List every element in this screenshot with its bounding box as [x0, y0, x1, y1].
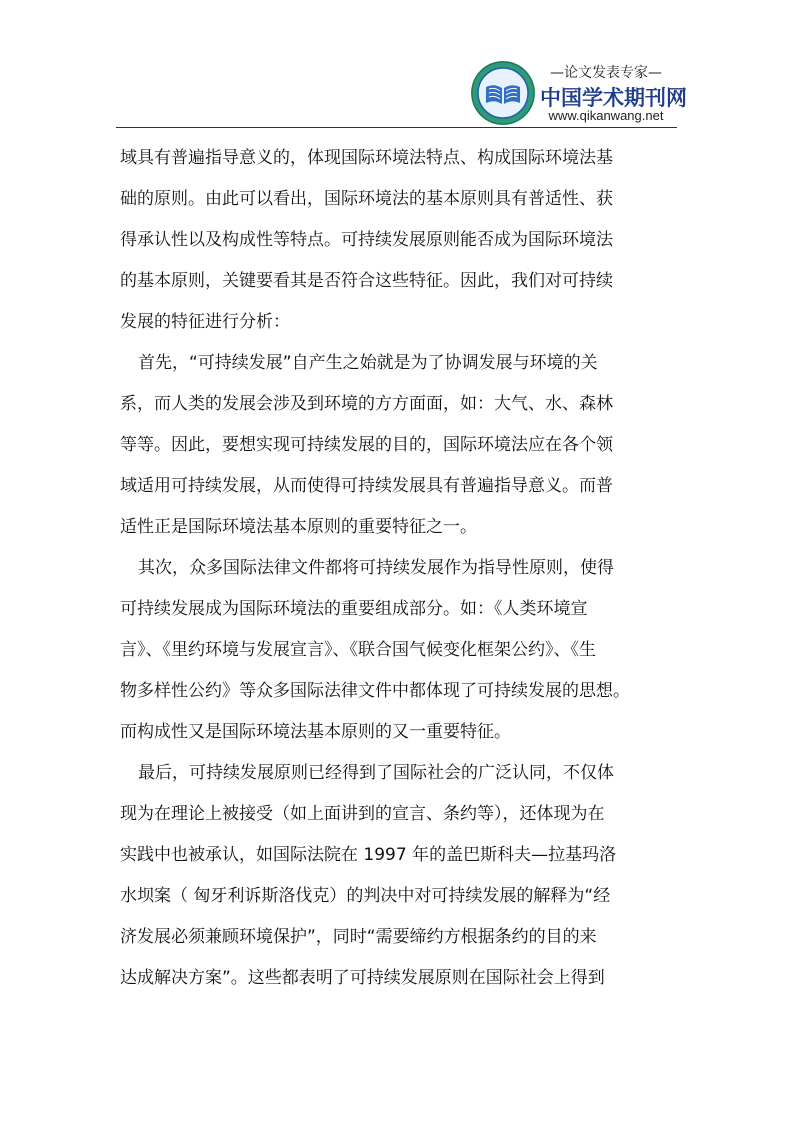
- journal-logo-icon: [470, 60, 536, 126]
- text-line: 实践中也被承认，如国际法院在 1997 年的盖巴斯科夫—拉基玛洛: [120, 845, 617, 865]
- text-line: 发展的特征进行分析：: [120, 312, 290, 332]
- text-line: 首先，“可持续发展”自产生之始就是为了协调发展与环境的关: [138, 353, 598, 373]
- text-line: 的基本原则，关键要看其是否符合这些特征。因此，我们对可持续: [120, 271, 613, 291]
- text-line: 域具有普遍指导意义的，体现国际环境法特点、构成国际环境法基: [120, 148, 613, 168]
- text-line: 域适用可持续发展，从而使得可持续发展具有普遍指导意义。而普: [120, 476, 613, 496]
- text-line: 言》、《里约环境与发展宣言》、《联合国气候变化框架公约》、《生: [120, 640, 596, 660]
- site-url: www.qikanwang.net: [548, 108, 664, 123]
- text-line: 其次，众多国际法律文件都将可持续发展作为指导性原则，使得: [138, 558, 614, 578]
- text-line: 础的原则。由此可以看出，国际环境法的基本原则具有普适性、获: [120, 189, 613, 209]
- site-brand-title: 中国学术期刊网: [540, 86, 687, 110]
- text-line: 物多样性公约》等众多国际法律文件中都体现了可持续发展的思想。: [120, 681, 630, 701]
- text-line: 适性正是国际环境法基本原则的重要特征之一。: [120, 517, 477, 537]
- document-body: [120, 138, 680, 999]
- text-line: 济发展必须兼顾环境保护”，同时“需要缔约方根据条约的目的来: [120, 927, 597, 947]
- header-tagline: —论文发表专家—: [550, 65, 662, 81]
- text-line: 得承认性以及构成性等特点。可持续发展原则能否成为国际环境法: [120, 230, 613, 250]
- header-divider: [116, 127, 677, 128]
- text-line: 达成解决方案”。这些都表明了可持续发展原则在国际社会上得到: [120, 968, 605, 988]
- text-line: 系，而人类的发展会涉及到环境的方方面面，如：大气、水、森林: [120, 394, 613, 414]
- page-header: [470, 56, 687, 128]
- text-line: 而构成性又是国际环境法基本原则的又一重要特征。: [120, 722, 511, 742]
- text-line: 等等。因此，要想实现可持续发展的目的，国际环境法应在各个领: [120, 435, 613, 455]
- text-line: 水坝案（ 匈牙利诉斯洛伐克）的判决中对可持续发展的解释为“经: [120, 886, 611, 906]
- text-line: 现为在理论上被接受（如上面讲到的宣言、条约等），还体现为在: [120, 804, 605, 824]
- text-line: 可持续发展成为国际环境法的重要组成部分。如：《人类环境宣: [120, 599, 588, 619]
- text-line: 最后，可持续发展原则已经得到了国际社会的广泛认同，不仅体: [138, 763, 614, 783]
